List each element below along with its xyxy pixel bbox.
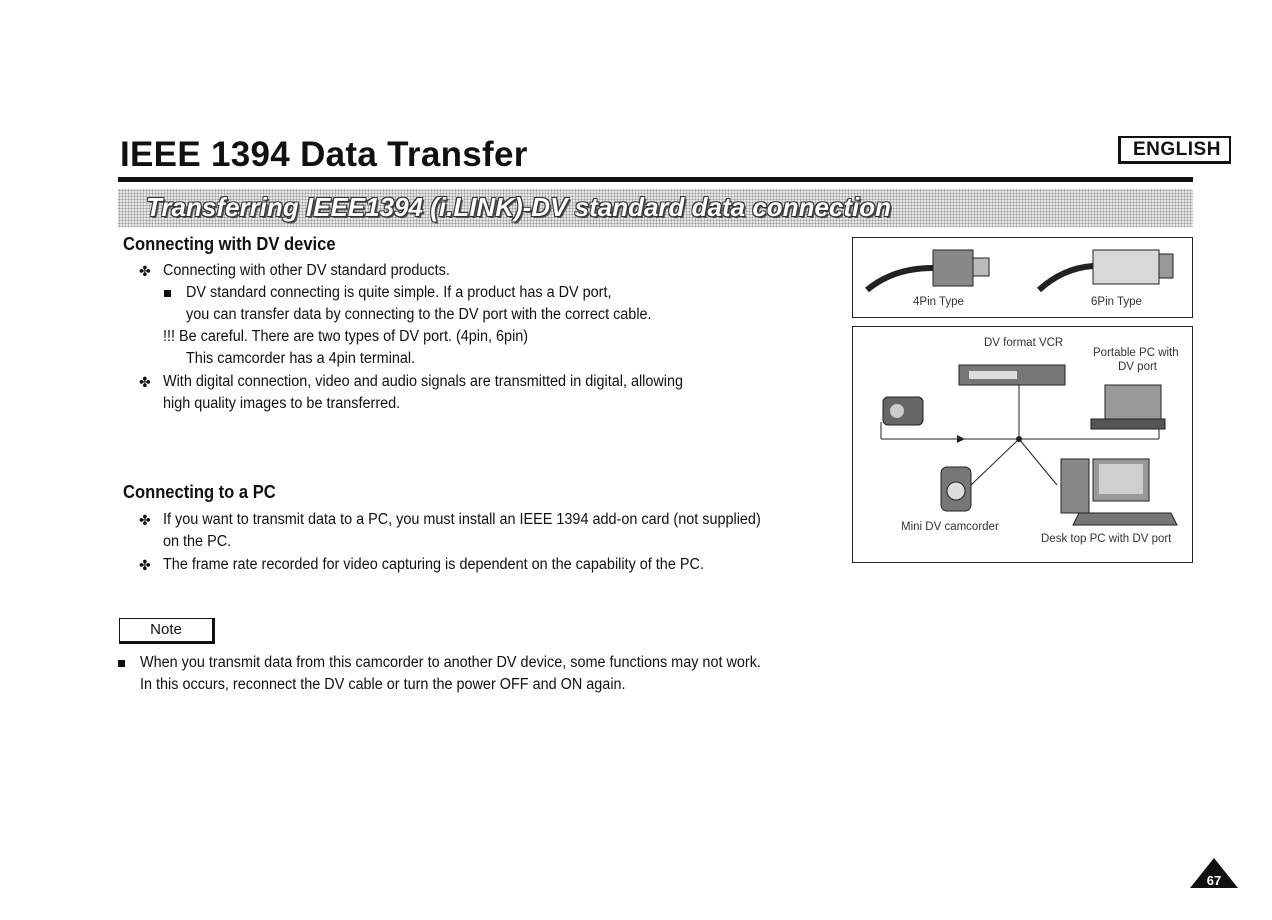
- portable-pc-caption-line-2: DV port: [1118, 361, 1157, 373]
- dv-device-line-7: high quality images to be transferred.: [163, 395, 401, 412]
- square-bullet-icon: [118, 660, 125, 667]
- note-label: Note: [119, 618, 215, 644]
- pin6-caption: 6Pin Type: [1091, 296, 1142, 308]
- page-number-triangle-icon: [1188, 856, 1240, 890]
- pin4-caption: 4Pin Type: [913, 296, 964, 308]
- pc-line-3: The frame rate recorded for video capturing is dependent on the capability of the PC.: [163, 556, 704, 573]
- mini-camcorder-caption: Mini DV camcorder: [901, 521, 999, 533]
- pc-heading: Connecting to a PC: [123, 482, 276, 502]
- dv-device-line-2: DV standard connecting is quite simple. If a product has a DV port,: [186, 284, 612, 301]
- title-rule: [118, 177, 1193, 182]
- pc-line-1: If you want to transmit data to a PC, you must install an IEEE 1394 add-on card (not supplied): [163, 511, 761, 528]
- section-banner: [118, 189, 1193, 227]
- clover-bullet-icon: ✤: [139, 263, 151, 279]
- dv-device-line-4: !!! Be careful. There are two types of DV port. (4pin, 6pin): [163, 328, 529, 345]
- desktop-pc-caption: Desk top PC with DV port: [1041, 533, 1172, 545]
- clover-bullet-icon: ✤: [139, 512, 151, 528]
- pc-line-2: on the PC.: [163, 533, 232, 550]
- cable-types-figure: [852, 237, 1193, 318]
- portable-pc-caption-line-1: Portable PC with: [1093, 347, 1179, 359]
- language-badge: ENGLISH: [1118, 136, 1231, 164]
- dv-device-line-3: you can transfer data by connecting to the DV port with the correct cable.: [186, 306, 652, 323]
- dv-device-line-1: Connecting with other DV standard products.: [163, 262, 450, 279]
- dv-device-heading: Connecting with DV device: [123, 234, 336, 254]
- page-title: IEEE 1394 Data Transfer: [120, 135, 528, 174]
- connection-diagram-figure: [852, 326, 1193, 563]
- note-line-2: In this occurs, reconnect the DV cable or turn the power OFF and ON again.: [140, 676, 626, 693]
- note-line-1: When you transmit data from this camcorder to another DV device, some functions may not work.: [140, 654, 761, 671]
- clover-bullet-icon: ✤: [139, 557, 151, 573]
- dv-device-line-5: This camcorder has a 4pin terminal.: [186, 350, 416, 367]
- vcr-caption: DV format VCR: [984, 337, 1064, 349]
- square-bullet-icon: [164, 290, 171, 297]
- section-title: Transferring IEEE1394 (i.LINK)-DV standard data connection: [146, 192, 892, 222]
- dv-device-line-6: With digital connection, video and audio signals are transmitted in digital, allowing: [163, 373, 684, 390]
- page-number: 67: [1206, 873, 1222, 888]
- clover-bullet-icon: ✤: [139, 374, 151, 390]
